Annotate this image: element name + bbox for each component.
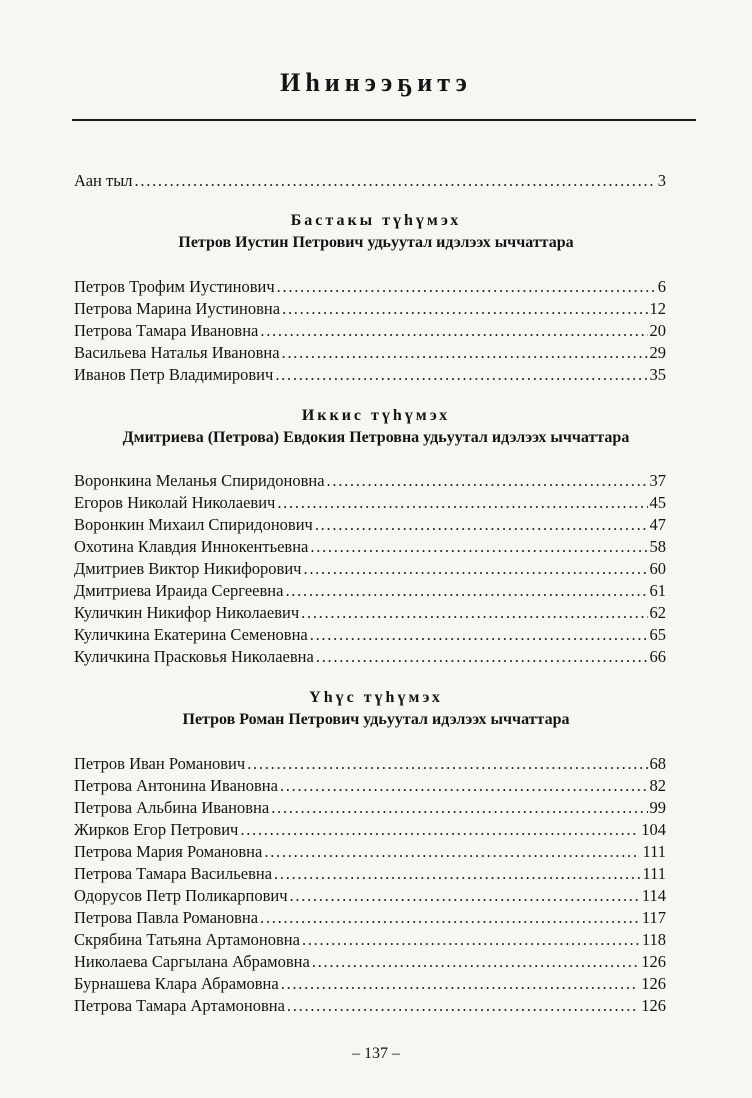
toc-entry-name: Петрова Тамара Васильевна [74, 864, 273, 883]
leader-dots [301, 602, 647, 624]
toc-entry-page: 68 [649, 754, 666, 773]
toc-entry-page: 126 [641, 974, 666, 993]
page-title: Иһинээҕитэ [280, 68, 472, 97]
toc-entry-intro [74, 170, 666, 192]
leader-dots [247, 753, 647, 775]
toc-entry-page: 126 [641, 952, 666, 971]
leader-dots [312, 951, 639, 973]
toc-entry-page: 3 [657, 171, 666, 190]
leader-dots [290, 885, 640, 907]
toc-entry [74, 863, 666, 885]
toc-entry-page: 118 [641, 930, 666, 949]
toc-entry [74, 951, 666, 973]
toc-entry-page: 58 [649, 537, 666, 556]
toc-entry-page: 66 [649, 647, 666, 666]
toc-entry-page: 117 [641, 908, 666, 927]
leader-dots [135, 170, 656, 192]
toc-entry [74, 753, 666, 775]
leader-dots [285, 580, 647, 602]
toc-entry [74, 624, 666, 646]
toc-entry-name: Одорусов Петр Поликарпович [74, 886, 288, 905]
toc-entry [74, 797, 666, 819]
toc-entry-name: Иванов Петр Владимирович [74, 365, 274, 384]
toc-entry [74, 364, 666, 386]
toc-entry-name: Петрова Антонина Ивановна [74, 776, 278, 795]
leader-dots [310, 624, 648, 646]
toc-entry-name: Петрова Павла Романовна [74, 908, 259, 927]
toc-entry-page: 35 [649, 365, 666, 384]
leader-dots [302, 929, 640, 951]
toc-entry-page: 12 [649, 299, 666, 318]
toc-entry-page: 62 [649, 603, 666, 622]
toc-entry-name: Жирков Егор Петрович [74, 820, 239, 839]
toc-entry-page: 99 [649, 798, 666, 817]
toc-entry-page: 111 [642, 842, 666, 861]
toc-entry [74, 320, 666, 342]
toc-entry-name: Петрова Марина Иустиновна [74, 299, 281, 318]
section-heading: Бастакы түһүмэх [290, 212, 462, 229]
toc-entry [74, 929, 666, 951]
toc-entry-page: 114 [641, 886, 666, 905]
toc-entry [74, 646, 666, 668]
toc-entry [74, 342, 666, 364]
leader-dots [264, 841, 640, 863]
leader-dots [277, 276, 656, 298]
toc-entry [74, 819, 666, 841]
toc-entry-name: Дмитриева Ираида Сергеевна [74, 581, 284, 600]
toc-entry-page: 6 [657, 277, 666, 296]
leader-dots [277, 492, 647, 514]
toc-entry-name: Петрова Альбина Ивановна [74, 798, 270, 817]
toc-entry-page: 47 [649, 515, 666, 534]
toc-entry-name: Воронкина Меланья Спиридоновна [74, 471, 325, 490]
leader-dots [315, 514, 648, 536]
toc-entry-page: 104 [641, 820, 666, 839]
toc-entry [74, 470, 666, 492]
leader-dots [316, 646, 648, 668]
title-rule [72, 119, 696, 121]
toc-entry-name: Петрова Тамара Артамоновна [74, 996, 285, 1015]
toc-entry-name: Петров Трофим Иустинович [74, 277, 275, 296]
toc-entry [74, 558, 666, 580]
toc-entry [74, 907, 666, 929]
leader-dots [271, 797, 647, 819]
toc-entry-name: Бурнашева Клара Абрамовна [74, 974, 279, 993]
toc-entry-name: Николаева Саргылана Абрамовна [74, 952, 310, 971]
toc-entry-name: Куличкина Прасковья Николаевна [74, 647, 314, 666]
toc-entry-name: Скрябина Татьяна Артамоновна [74, 930, 300, 949]
toc-entry-name: Аан тыл [74, 171, 133, 190]
leader-dots [282, 298, 647, 320]
toc-entry-name: Охотина Клавдия Иннокентьевна [74, 537, 309, 556]
toc-entry [74, 536, 666, 558]
toc-entry-page: 65 [649, 625, 666, 644]
leader-dots [303, 558, 647, 580]
toc-entry-page: 82 [649, 776, 666, 795]
leader-dots [281, 973, 640, 995]
section-subheading: Петров Роман Петрович удьуутал идэлээх ыччаттара [182, 711, 570, 728]
toc-entry [74, 973, 666, 995]
toc-entry [74, 492, 666, 514]
toc-entry [74, 602, 666, 624]
toc-entry-page: 45 [649, 493, 666, 512]
section-heading: Үһүс түһүмэх [309, 689, 443, 706]
toc-entry-name: Петрова Мария Романовна [74, 842, 263, 861]
leader-dots [274, 863, 640, 885]
section-heading: Иккис түһүмэх [301, 407, 451, 424]
toc-entry-name: Куличкин Никифор Николаевич [74, 603, 300, 622]
toc-entry-page: 29 [649, 343, 666, 362]
toc-entry-page: 61 [649, 581, 666, 600]
leader-dots [287, 995, 639, 1017]
leader-dots [260, 907, 640, 929]
toc-entry [74, 514, 666, 536]
leader-dots [280, 775, 648, 797]
toc-entry-name: Егоров Николай Николаевич [74, 493, 276, 512]
toc-entry [74, 995, 666, 1017]
toc-entry-name: Петров Иван Романович [74, 754, 246, 773]
leader-dots [282, 342, 648, 364]
toc-entry-page: 126 [641, 996, 666, 1015]
toc-entry-name: Куличкина Екатерина Семеновна [74, 625, 308, 644]
toc-entry-name: Воронкин Михаил Спиридонович [74, 515, 313, 534]
section-subheading: Петров Иустин Петрович удьуутал идэлээх ыччаттара [178, 234, 574, 251]
toc-entry-name: Петрова Тамара Ивановна [74, 321, 259, 340]
toc-entry [74, 841, 666, 863]
toc-entry-name: Васильева Наталья Ивановна [74, 343, 280, 362]
toc-entry [74, 775, 666, 797]
page-number: – 137 – [352, 1045, 400, 1062]
toc-entry-page: 60 [649, 559, 666, 578]
toc-entry-page: 20 [649, 321, 666, 340]
toc-entry-name: Дмитриев Виктор Никифорович [74, 559, 302, 578]
leader-dots [275, 364, 647, 386]
toc-entry [74, 298, 666, 320]
toc-entry-page: 111 [642, 864, 666, 883]
leader-dots [310, 536, 647, 558]
toc-entry [74, 885, 666, 907]
toc-entry [74, 276, 666, 298]
leader-dots [327, 470, 648, 492]
leader-dots [260, 320, 647, 342]
toc-entry-page: 37 [649, 471, 666, 490]
section-subheading: Дмитриева (Петрова) Евдокия Петровна удьуутал идэлээх ыччаттара [122, 429, 630, 446]
leader-dots [240, 819, 639, 841]
toc-entry [74, 580, 666, 602]
